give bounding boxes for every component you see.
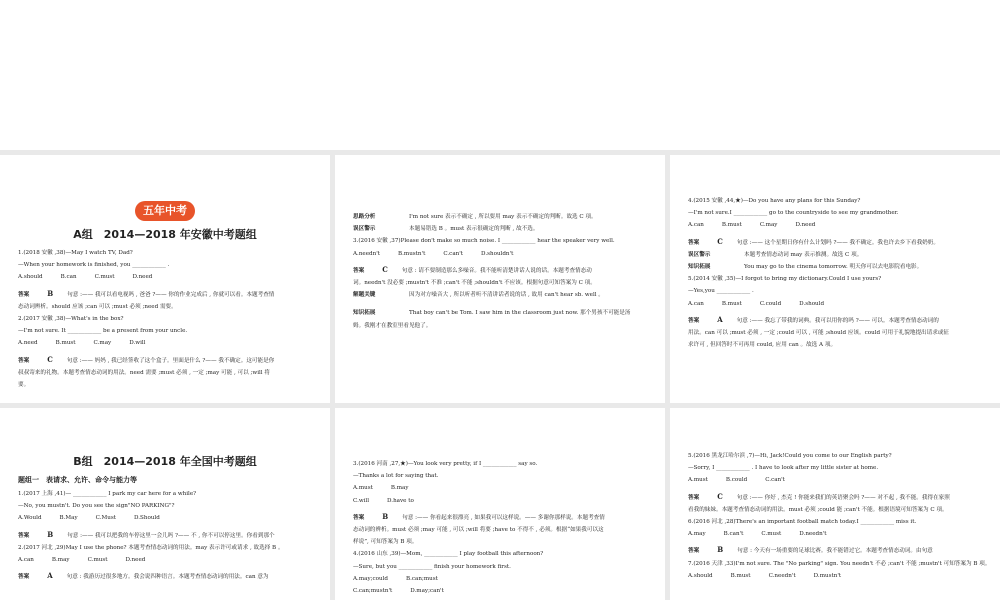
question-2: 2.(2017 安徽 ,38)—What's in the box? [18, 316, 124, 323]
option: D.have to [387, 497, 414, 504]
option: B.can;must [405, 575, 438, 582]
answer-1-cont: 态动词辨析。should 应该 ;can 可以 ;must 必须 ;need 需要。 [18, 303, 177, 310]
option: B.must [730, 572, 751, 579]
extension-row [688, 261, 982, 273]
answer-letter: C [382, 264, 388, 274]
warning-text: 本题考查情态动词 may 表示推测。故选 C 项。 [744, 251, 863, 258]
answer-label: 答案 [688, 239, 700, 246]
answer-2-cont: 叔叔寄来的礼物。本题考查情态动词的用法。need 需要 ;must 必须 , 一定 ;may 可能 , 可以 ;will 将 [18, 369, 270, 376]
question-4-dialog: —I'm not sure.I ____________ go to the countryside to see my grandmother. [688, 210, 899, 217]
answer-letter: C [717, 491, 723, 501]
question-3-dialog: —Thanks a lot for saying that. [353, 473, 439, 480]
answer-5 [688, 314, 982, 327]
answer-letter: C [47, 354, 53, 364]
answer-text: 句意 :—— 你好 , 杰克 ! 你能来我们的英语聚会吗 ?—— 对不起 , 我不能。我得在家照 [736, 494, 950, 501]
answer-letter: B [717, 545, 724, 555]
answer-5 [688, 491, 982, 504]
question-4-dialog: —Sure, but you ____________ finish your homework first. [353, 563, 511, 570]
question-6-options [688, 528, 982, 540]
answer-5-cont: 用法。can 可以 ;must 必须 , 一定 ;could 可以 , 可能 ;should 应该。could 可用于礼貌地提出请求或征 [688, 330, 950, 337]
warning-row [688, 249, 982, 261]
answer-3-cont-2: 样说”, 可知答案为 B 项。 [353, 539, 418, 546]
option: D.may;can't [410, 588, 444, 595]
answer-letter: B [47, 529, 54, 539]
analysis-row [353, 211, 647, 223]
key-label: 解题关键 [353, 292, 376, 299]
question-3-options [353, 248, 647, 260]
extension-text: You may go to the cinema tomorrow. 明天你可以去电影院看电影。 [744, 264, 923, 271]
option: A.can [688, 222, 704, 229]
option: A.may;could [353, 575, 388, 582]
analysis-label: 思路分析 [353, 214, 376, 220]
analysis-text: I'm not sure 表示不确定 , 所以要用 may 表示不确定的判断。故选 C 项。 [409, 214, 597, 220]
answer-letter: A [47, 571, 53, 581]
answer-3-cont: 词。needn't 没必要 ;mustn't 不准 ;can't 不能 ;shouldn't 不应该。根据句意可知答案为 C 项。 [353, 280, 596, 287]
question-2-dialog: —I'm not sure. It ____________ be a present from your uncle. [18, 328, 188, 335]
key-text: 因为对方噪音大 , 所以听者听不清讲话者说的话 , 故用 can't hear sb. well 。 [409, 292, 604, 299]
answer-text: 句意 :—— 我可以把我的车停这里一会儿吗 ?—— 不 , 你不可以停这里。你看到那个 [67, 532, 275, 539]
option: D.will [129, 340, 146, 347]
option: B.must [721, 300, 742, 307]
answer-label: 答案 [18, 357, 30, 364]
extension-cont: 姆。我刚才在教室里看见他了。 [353, 322, 432, 329]
option: A.can [688, 300, 704, 307]
option: A.must [353, 485, 373, 492]
answer-5-cont: 看我的妹妹。本题考查情态动词的用法。must 必须 ;could 能 ;can't 不能。根据语境可知答案为 C 项。 [688, 506, 948, 513]
warning-row [353, 223, 647, 235]
question-5-dialog: —Sorry, I ____________ . I have to look after my little sister at home. [688, 465, 879, 472]
page-top-blank [0, 0, 1000, 150]
question-4-options-row-1 [353, 573, 647, 585]
answer-text: 句意 :—— 这个星期日你有什么计划吗 ?—— 我不确定。我也许去乡下看我奶奶。 [736, 239, 939, 246]
card-national-group-b [0, 408, 330, 600]
answer-6 [688, 544, 982, 557]
answer-label: 答案 [688, 494, 700, 501]
question-4-options [688, 219, 982, 231]
question-4: 4.(2015 安徽 ,44,★)—Do you have any plans for this Sunday? [688, 198, 861, 204]
answer-label: 答案 [353, 514, 365, 521]
question-3: 3.(2016 河南 ,27,★)—You look very pretty, if I ____________ say so. [353, 461, 538, 467]
option: C.could [759, 300, 782, 307]
five-year-badge: 五年中考 [135, 201, 195, 221]
card-national-continued-2 [670, 408, 1000, 600]
extension-row [353, 307, 647, 319]
option: A.should [18, 274, 43, 281]
option: C.can;mustn't [353, 588, 393, 595]
answer-label: 答案 [18, 574, 30, 581]
question-5-options [688, 298, 982, 310]
option: D.need [125, 557, 146, 564]
question-4: 4.(2016 山东 ,39)—Mom, ____________ I play football this afternoon? [353, 551, 544, 558]
answer-2 [18, 354, 312, 367]
answer-2-cont-2: 要。 [18, 382, 30, 389]
card-national-continued [335, 408, 665, 600]
warning-label: 误区警示 [353, 226, 376, 233]
question-4-options-row-2 [353, 585, 647, 597]
answer-1 [18, 529, 312, 542]
card-analysis [335, 155, 665, 403]
answer-label: 答案 [688, 317, 700, 324]
option: D.needn't [799, 531, 827, 538]
option: C.may [759, 222, 778, 229]
option: C.must [761, 531, 782, 538]
option: A.need [18, 340, 38, 347]
option: D.mustn't [813, 572, 842, 579]
group-title: B组 2014—2018 年全国中考题组 [73, 455, 257, 468]
answer-text: 句意 : 请不要制造那么多噪音。我不能听清楚讲话人说的话。本题考查情态动 [401, 267, 592, 274]
question-1-dialog: —When your homework is finished, you ____________ . [18, 262, 170, 269]
extension-label: 知识拓展 [353, 310, 376, 317]
card-anhui-continued [670, 155, 1000, 403]
answer-letter: B [47, 288, 54, 298]
option: A.Would [18, 515, 42, 522]
option: B.must [721, 222, 742, 229]
answer-5-cont-2: 求许可 , 但回答时不可再用 could, 应用 can 。故选 A 项。 [688, 342, 837, 349]
answer-3 [353, 264, 647, 277]
option: B.can [60, 274, 77, 281]
subgroup-title: 题组一 表请求、允许、命令与能力等 [18, 476, 137, 484]
extension-label: 知识拓展 [688, 264, 711, 271]
answer-letter: B [382, 511, 389, 521]
question-3: 3.(2016 安徽 ,37)Please don't make so much noise. I ____________ hear the speaker very well. [353, 238, 615, 245]
option: B.may [390, 485, 409, 492]
extension-text: That boy can't be Tom. I saw him in the classroom just now. 那个男孩不可能是汤 [409, 310, 631, 317]
answer-text: 句意 :—— 妈妈 , 我已经签收了这个盒子。里面是什么 ?—— 我不确定。这可能是你 [66, 357, 275, 364]
question-7-options [688, 570, 982, 582]
question-3-options-row-1 [353, 482, 647, 494]
question-7: 7.(2016 天津 ,33)I'm not sure. The "No parking" sign. You needn't 不必 ;can't 不能 ;mustn't 可知答案为 B 项。 [688, 560, 991, 567]
answer-text: 句意 : 今天有一场重要的足球比赛。我不能错过它。本题考查情态动词。由句意 [737, 548, 933, 555]
option: C.can't [765, 477, 785, 484]
question-1-dialog: —No, you mustn't. Do you see the sign"NO PARKING"? [18, 503, 175, 510]
option: B.may [51, 557, 70, 564]
question-1-options [18, 512, 312, 524]
key-row [353, 289, 647, 301]
option: A.should [688, 572, 713, 579]
option: A.needn't [353, 250, 381, 257]
answer-1 [18, 288, 312, 301]
option: C.can't [443, 250, 464, 257]
option: D.need [795, 222, 816, 229]
question-1-options [18, 271, 312, 283]
option: A.may [688, 531, 706, 538]
question-1: 1.(2017 上海 ,41)— ____________ I park my car here for a while? [18, 491, 197, 497]
answer-text: 句意 : 我游历过很多地方。我会说四种语言。本题考查情态动词的用法。can 意为 [66, 574, 269, 581]
answer-1-cont: 2.(2017 河北 ,29)May I use the phone? 本题考查情态动词的用法。may 表示许可或请求 , 故选择 B 。 [18, 544, 284, 551]
answer-3-cont: 态动词的辨析。must 必须 ;may 可能 , 可以 ;will 将要 ;have to 不得不 , 必须。根据“如果我可以这 [353, 527, 604, 534]
option: C.Must [95, 515, 116, 522]
option: B.mustn't [398, 250, 426, 257]
option: D.shouldn't [481, 250, 514, 257]
answer-label: 答案 [18, 291, 30, 298]
option: C.will [353, 497, 370, 504]
card-anhui-group-a [0, 155, 330, 403]
answer-4 [688, 236, 982, 249]
option: B.May [59, 515, 78, 522]
option: A.must [688, 477, 708, 484]
option: C.must [94, 274, 115, 281]
option: C.must [87, 557, 108, 564]
warning-text: 本题易错选 B 。must 表示很确定的判断 , 故不选。 [409, 226, 539, 233]
answer-3 [353, 511, 647, 524]
question-1: 1.(2018 安徽 ,38)—May I watch TV, Dad? [18, 250, 133, 256]
option: B.must [55, 340, 76, 347]
option: A.can [18, 557, 34, 564]
question-6: 6.(2016 河北 ,28)There's an important football match today.I ____________ miss it. [688, 519, 917, 526]
option: D.Should [133, 515, 160, 522]
question-2-options [18, 554, 312, 566]
answer-text: 句意 :—— 我忘了带我的词典。我可以用你的吗 ?—— 可以。本题考查情态动词的 [736, 317, 939, 324]
group-title: A组 2014—2018 年安徽中考题组 [73, 228, 257, 241]
answer-letter: C [717, 236, 723, 246]
option: C.needn't [768, 572, 796, 579]
question-5-dialog: —Yes,you ____________ . [688, 288, 754, 295]
option: B.can't [723, 531, 744, 538]
option: B.could [725, 477, 748, 484]
answer-letter: A [717, 314, 723, 324]
option: D.should [799, 300, 825, 307]
answer-text: 句意 :—— 你看起来很漂亮 , 如果我可以这样说。—— 多谢你那样说。本题考查情 [402, 514, 605, 521]
warning-label: 误区警示 [688, 251, 711, 258]
question-5-options [688, 474, 982, 486]
question-2-options [18, 337, 312, 349]
question-5: 5.(2016 黑龙江哈尔滨 ,7)—Hi, Jack!Could you come to our English party? [688, 453, 892, 459]
answer-label: 答案 [18, 532, 30, 539]
option: C.may [93, 340, 112, 347]
answer-label: 答案 [688, 548, 700, 555]
answer-2 [18, 570, 312, 583]
question-5: 5.(2014 安徽 ,35)—I forgot to bring my dictionary.Could I use yours? [688, 276, 882, 283]
answer-label: 答案 [353, 267, 365, 274]
question-3-options-row-2 [353, 495, 647, 507]
option: D.need [132, 274, 153, 281]
answer-text: 句意 :—— 我可以看电视吗 , 爸爸 ?—— 你的作业完成后 , 你就可以看。本题考查情 [67, 291, 275, 298]
